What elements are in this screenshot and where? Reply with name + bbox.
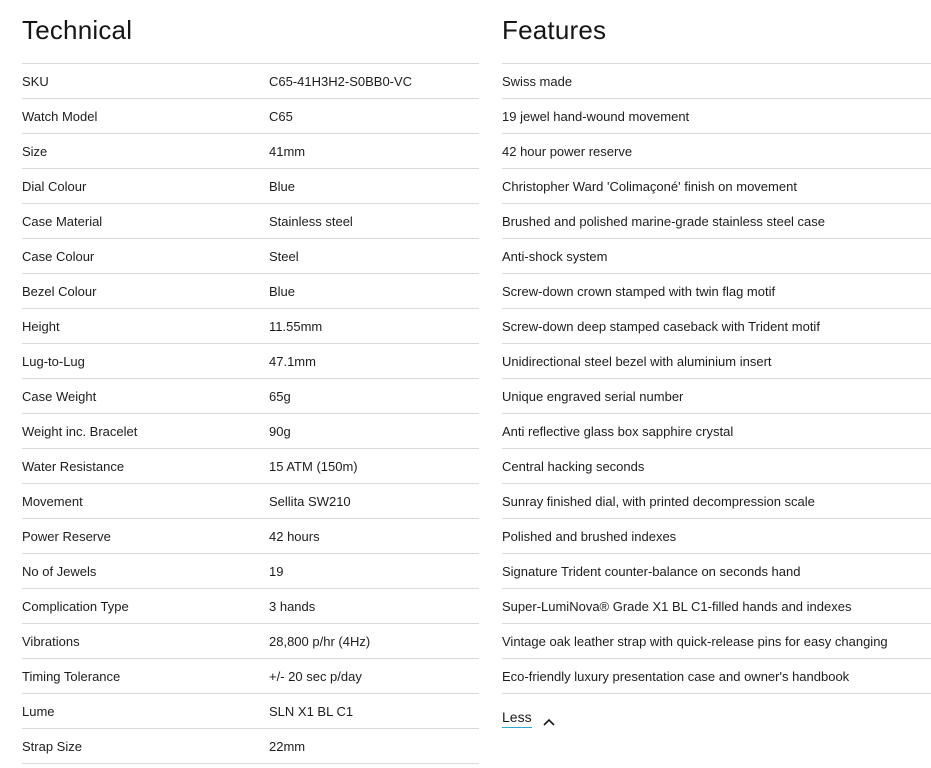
spec-value: 28,800 p/hr (4Hz) xyxy=(269,633,371,649)
spec-row xyxy=(22,589,479,624)
spec-label: Case Material xyxy=(22,213,103,229)
spec-row xyxy=(22,204,479,239)
spec-label: Vibrations xyxy=(22,633,80,649)
spec-value: 3 hands xyxy=(269,598,316,614)
feature-item: Screw-down deep stamped caseback with Trident motif xyxy=(502,309,931,344)
feature-item: Screw-down crown stamped with twin flag motif xyxy=(502,274,931,309)
spec-value: 65g xyxy=(269,388,291,404)
features-list xyxy=(502,63,931,694)
feature-item: Brushed and polished marine-grade stainless steel case xyxy=(502,204,931,239)
feature-item: Super-LumiNova® Grade X1 BL C1-filled hands and indexes xyxy=(502,589,931,624)
spec-label: Water Resistance xyxy=(22,458,125,474)
spec-value: C65-41H3H2-S0BB0-VC xyxy=(269,73,413,89)
feature-item: Signature Trident counter-balance on seconds hand xyxy=(502,554,931,589)
spec-value: SLN X1 BL C1 xyxy=(269,703,354,719)
spec-label: Complication Type xyxy=(22,598,129,614)
spec-value: 41mm xyxy=(269,143,306,159)
spec-label: Bezel Colour xyxy=(22,283,97,299)
spec-value: 19 xyxy=(269,563,284,579)
spec-row xyxy=(22,519,479,554)
spec-row xyxy=(22,239,479,274)
spec-row xyxy=(22,274,479,309)
spec-row xyxy=(22,484,479,519)
spec-label: Size xyxy=(22,143,48,159)
spec-label: Weight inc. Bracelet xyxy=(22,423,138,439)
spec-row xyxy=(22,414,479,449)
spec-label: Power Reserve xyxy=(22,528,111,544)
feature-item: Polished and brushed indexes xyxy=(502,519,931,554)
spec-row xyxy=(22,694,479,729)
spec-label: Height xyxy=(22,318,60,334)
feature-item: Central hacking seconds xyxy=(502,449,931,484)
spec-row xyxy=(22,554,479,589)
spec-value: 15 ATM (150m) xyxy=(269,458,358,474)
spec-value: 90g xyxy=(269,423,291,439)
spec-row xyxy=(22,379,479,414)
spec-row xyxy=(22,659,479,694)
spec-value: Blue xyxy=(269,283,296,299)
spec-row xyxy=(22,309,479,344)
spec-row xyxy=(22,729,479,764)
spec-label: Lug-to-Lug xyxy=(22,353,85,369)
spec-row xyxy=(22,134,479,169)
spec-label: Movement xyxy=(22,493,83,509)
feature-item: Unique engraved serial number xyxy=(502,379,931,414)
spec-label: No of Jewels xyxy=(22,563,97,579)
spec-row xyxy=(22,64,479,99)
spec-value: 47.1mm xyxy=(269,353,316,369)
spec-row xyxy=(22,344,479,379)
spec-value: Sellita SW210 xyxy=(269,493,351,509)
feature-item: Sunray finished dial, with printed decompression scale xyxy=(502,484,931,519)
features-heading: Features xyxy=(502,15,607,45)
feature-item: 19 jewel hand-wound movement xyxy=(502,99,931,134)
technical-spec-table xyxy=(22,63,479,764)
spec-label: Strap Size xyxy=(22,738,82,754)
spec-label: Lume xyxy=(22,703,55,719)
chevron-up-icon xyxy=(542,714,556,724)
spec-row xyxy=(22,169,479,204)
spec-label: Case Colour xyxy=(22,248,95,264)
technical-heading: Technical xyxy=(22,15,133,45)
spec-row xyxy=(22,99,479,134)
feature-item: Eco-friendly luxury presentation case and owner's handbook xyxy=(502,659,931,694)
spec-label: SKU xyxy=(22,73,49,89)
spec-value: 42 hours xyxy=(269,528,320,544)
feature-item: 42 hour power reserve xyxy=(502,134,931,169)
spec-row xyxy=(22,449,479,484)
spec-value: 11.55mm xyxy=(269,318,323,334)
less-toggle-button[interactable] xyxy=(502,709,556,728)
feature-item: Vintage oak leather strap with quick-release pins for easy changing xyxy=(502,624,931,659)
feature-item: Anti reflective glass box sapphire crystal xyxy=(502,414,931,449)
spec-row xyxy=(22,624,479,659)
spec-label: Timing Tolerance xyxy=(22,668,121,684)
spec-value: C65 xyxy=(269,108,293,124)
feature-item: Anti-shock system xyxy=(502,239,931,274)
spec-value: Stainless steel xyxy=(269,213,353,229)
spec-value: Blue xyxy=(269,178,296,194)
less-toggle-label: Less xyxy=(502,709,532,728)
feature-item: Swiss made xyxy=(502,64,931,99)
spec-label: Case Weight xyxy=(22,388,97,404)
spec-label: Watch Model xyxy=(22,108,98,124)
spec-label: Dial Colour xyxy=(22,178,87,194)
spec-value: +/- 20 sec p/day xyxy=(269,668,362,684)
feature-item: Christopher Ward 'Colimaçoné' finish on movement xyxy=(502,169,931,204)
spec-value: 22mm xyxy=(269,738,306,754)
feature-item: Unidirectional steel bezel with aluminium insert xyxy=(502,344,931,379)
spec-value: Steel xyxy=(269,248,299,264)
